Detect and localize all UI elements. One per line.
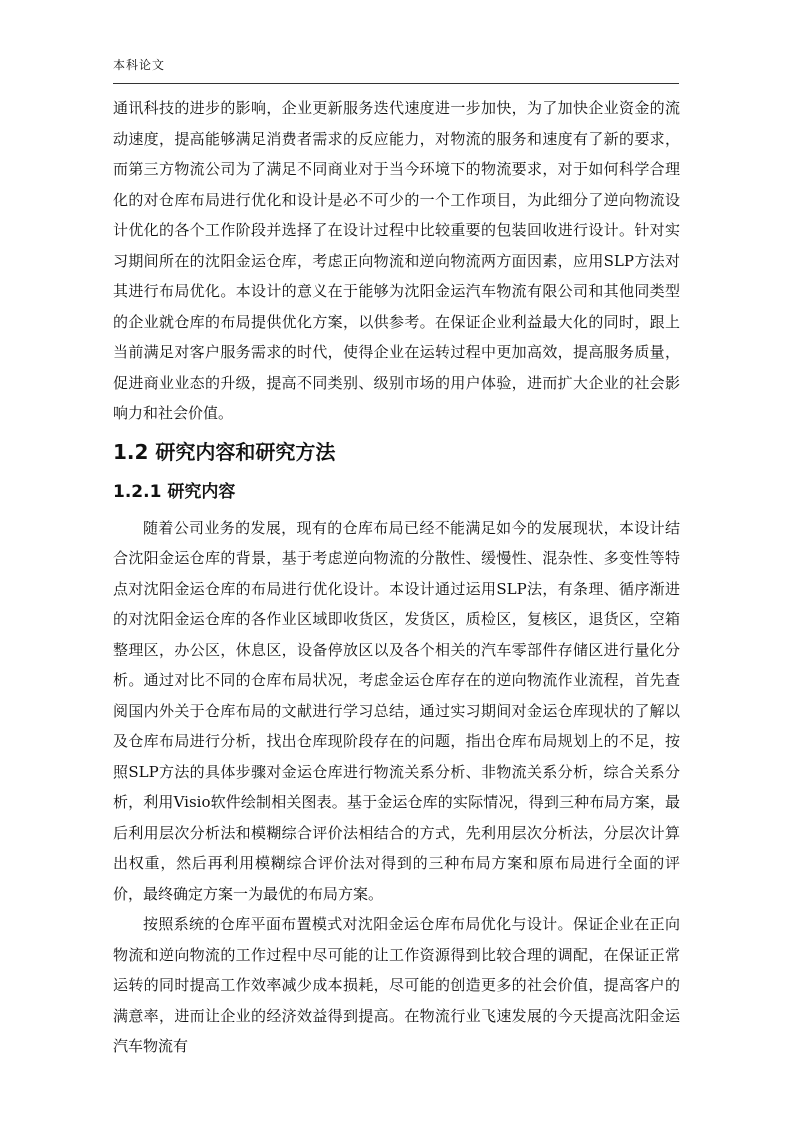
- subsection-heading: 1.2.1 研究内容: [113, 481, 236, 502]
- paragraph-layout-mode: 按照系统的仓库平面布置模式对沈阳金运仓库布局优化与设计。保证企业在正向物流和逆向物流的工作过程中尽可能的让工作资源得到比较合理的调配，在保证正常运转的同时提高工作效率减少成本损耗，尽可能的创造更多的社会价值，提高客户的满意率，进而让企业的经济效益得到提高。在物流行业飞速发展的今天提高沈阳金运汽车物流有: [113, 915, 680, 1055]
- paragraph-continuation: 通讯科技的进步的影响，企业更新服务迭代速度进一步加快，为了加快企业资金的流动速度，提高能够满足消费者需求的反应能力，对物流的服务和速度有了新的要求，而第三方物流公司为了满足不同商业对于当今环境下的物流要求，对于如何科学合理化的对仓库布局进行优化和设计是必不可少的一个工作项目，为此细分了逆向物流设计优化的各个工作阶段并选择了在设计过程中比较重要的包装回收进行设计。针对实习期间所在的沈阳金运仓库，考虑正向物流和逆向物流两方面因素，应用SLP方法对其进行布局优化。本设计的意义在于能够为沈阳金运汽车物流有限公司和其他同类型的企业就仓库的布局提供优化方案，以供参考。在保证企业利益最大化的同时，跟上当前满足对客户服务需求的时代，使得企业在运转过程中更加高效，提高服务质量，促进商业业态的升级，提高不同类别、级别市场的用户体验，进而扩大企业的社会影响力和社会价值。: [113, 99, 680, 422]
- running-header: 本科论文: [113, 58, 166, 72]
- header-divider: [113, 83, 679, 84]
- section-heading: 1.2 研究内容和研究方法: [113, 439, 336, 464]
- paragraph-research-content: 随着公司业务的发展，现有的仓库布局已经不能满足如今的发展现状，本设计结合沈阳金运仓库的背景，基于考虑逆向物流的分散性、缓慢性、混杂性、多变性等特点对沈阳金运仓库的布局进行优化设计。本设计通过运用SLP法，有条理、循序渐进的对沈阳金运仓库的各作业区域即收货区，发货区，质检区，复核区，退货区，空箱整理区，办公区，休息区，设备停放区以及各个相关的汽车零部件存储区进行量化分析。通过对比不同的仓库布局状况，考虑金运仓库存在的逆向物流作业流程，首先查阅国内外关于仓库布局的文献进行学习总结，通过实习期间对金运仓库现状的了解以及仓库布局进行分析，找出仓库现阶段存在的问题，指出仓库布局规划上的不足，按照SLP方法的具体步骤对金运仓库进行物流关系分析、非物流关系分析，综合关系分析，利用Visio软件绘制相关图表。基于金运仓库的实际情况，得到三种布局方案，最后利用层次分析法和模糊综合评价法相结合的方式，先利用层次分析法，分层次计算出权重，然后再利用模糊综合评价法对得到的三种布局方案和原布局进行全面的评价，最终确定方案一为最优的布局方案。: [113, 518, 680, 903]
- page-body: [113, 93, 680, 1062]
